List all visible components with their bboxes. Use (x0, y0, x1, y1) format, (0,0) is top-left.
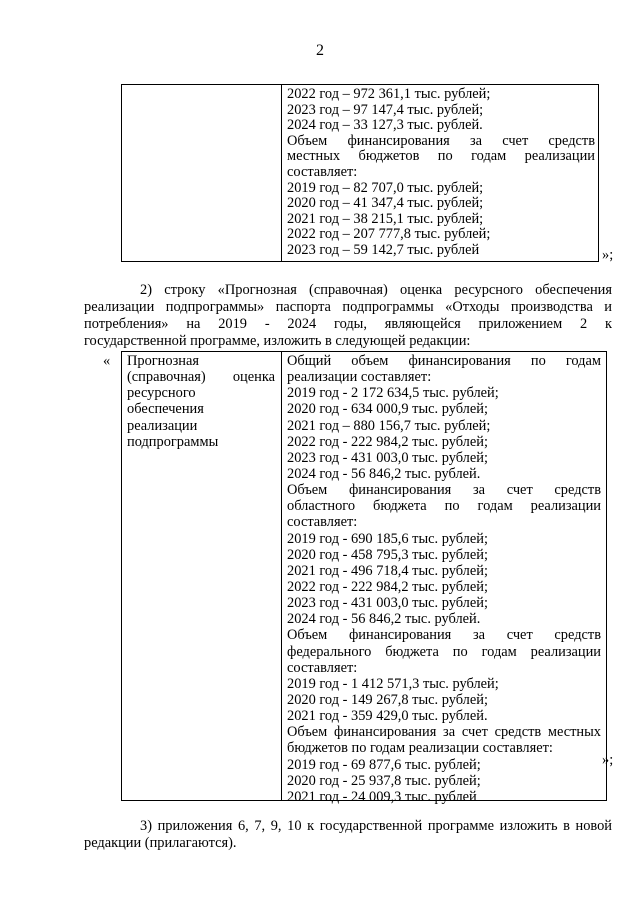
table2-closing-quote: »; (602, 752, 614, 768)
table1-line: 2021 год – 38 215,1 тыс. рублей; (287, 210, 484, 227)
table2-line: 2020 год - 634 000,9 тыс. рублей; (287, 401, 488, 418)
table2-line: Объем финансирования за счет средств местных (287, 724, 601, 741)
table2-line: 2022 год - 222 984,2 тыс. рублей; (287, 578, 488, 595)
table2-line: 2024 год - 56 846,2 тыс. рублей. (287, 611, 481, 628)
table2-line: составляет: (287, 659, 358, 676)
table2-line: 2024 год - 56 846,2 тыс. рублей. (287, 465, 481, 482)
page-number: 2 (316, 42, 324, 59)
paragraph-line: потребления» на 2019 - 2024 годы, являющейся приложением 2 к (84, 316, 612, 332)
table2-line: 2019 год - 2 172 634,5 тыс. рублей; (287, 385, 499, 402)
paragraph-line: 2) строку «Прогнозная (справочная) оценка ресурсного обеспечения (140, 282, 612, 298)
column-divider (281, 85, 282, 261)
table2-line: реализации составляет: (287, 369, 432, 386)
table1-line: 2022 год – 207 777,8 тыс. рублей; (287, 226, 491, 243)
table1-line: 2022 год – 972 361,1 тыс. рублей; (287, 86, 491, 102)
resource-estimate-table (121, 351, 607, 805)
table2-line: 2019 год - 69 877,6 тыс. рублей; (287, 756, 481, 773)
table1-line: составляет: (287, 163, 358, 180)
table2-right-cell (287, 353, 601, 805)
table2-line: областного бюджета по годам реализации (287, 498, 601, 515)
table2-line: Общий объем финансирования по годам (287, 353, 601, 369)
row-header-line: (справочная) оценка (127, 369, 275, 386)
row-header-line: подпрограммы (127, 433, 219, 450)
paragraph-3 (84, 818, 612, 852)
table2-line: бюджетов по годам реализации составляет: (287, 740, 553, 757)
paragraph-line: государственной программе, изложить в следующей редакции: (84, 333, 471, 349)
paragraph-line: 3) приложения 6, 7, 9, 10 к государственной программе изложить в новой (140, 818, 612, 834)
table1-line: 2023 год – 97 147,4 тыс. рублей; (287, 101, 484, 118)
table2-line: 2019 год - 690 185,6 тыс. рублей; (287, 530, 488, 547)
table2-line: составляет: (287, 514, 358, 531)
row-header-line: реализации (127, 417, 198, 434)
row-header-line: обеспечения (127, 401, 204, 418)
table2-line: 2021 год - 359 429,0 тыс. рублей. (287, 708, 488, 725)
table1-line: местных бюджетов по годам реализации (287, 149, 595, 165)
financing-table-continuation (121, 84, 599, 262)
paragraph-2 (84, 282, 612, 350)
table1-line: Объем финансирования за счет средств (287, 133, 595, 149)
table2-line: 2023 год - 431 003,0 тыс. рублей; (287, 449, 488, 466)
table2-line: федерального бюджета по годам реализации (287, 643, 601, 660)
table2-left-cell (127, 353, 275, 450)
table2-opening-quote: « (103, 353, 111, 369)
table2-line: 2021 год - 496 718,4 тыс. рублей; (287, 562, 488, 579)
table2-line: 2020 год - 149 267,8 тыс. рублей; (287, 691, 488, 708)
table2-line: Объем финансирования за счет средств (287, 627, 601, 644)
table1-closing-quote: »; (602, 247, 614, 263)
table1-line: 2019 год – 82 707,0 тыс. рублей; (287, 179, 484, 196)
table2-line: Объем финансирования за счет средств (287, 482, 601, 499)
table2-line: 2020 год - 458 795,3 тыс. рублей; (287, 546, 488, 563)
table2-line: 2022 год - 222 984,2 тыс. рублей; (287, 433, 488, 450)
table1-line: 2023 год – 59 142,7 тыс. рублей (287, 241, 480, 258)
table1-right-cell (287, 87, 595, 259)
row-header-line: ресурсного (127, 385, 196, 402)
table2-line: 2023 год - 431 003,0 тыс. рублей; (287, 595, 488, 612)
paragraph-line: редакции (прилагаются). (84, 835, 237, 851)
paragraph-line: реализации подпрограммы» паспорта подпрограммы «Отходы производства и (84, 299, 612, 315)
table2-line: 2021 год – 880 156,7 тыс. рублей; (287, 417, 491, 434)
row-header-line: Прогнозная (127, 353, 199, 369)
table2-line: 2020 год - 25 937,8 тыс. рублей; (287, 772, 481, 789)
table2-line: 2021 год - 24 009,3 тыс. рублей (287, 788, 477, 805)
table2-line: 2019 год - 1 412 571,3 тыс. рублей; (287, 675, 499, 692)
column-divider (281, 352, 282, 800)
table1-line: 2020 год – 41 347,4 тыс. рублей; (287, 195, 484, 212)
table1-line: 2024 год – 33 127,3 тыс. рублей. (287, 117, 483, 134)
